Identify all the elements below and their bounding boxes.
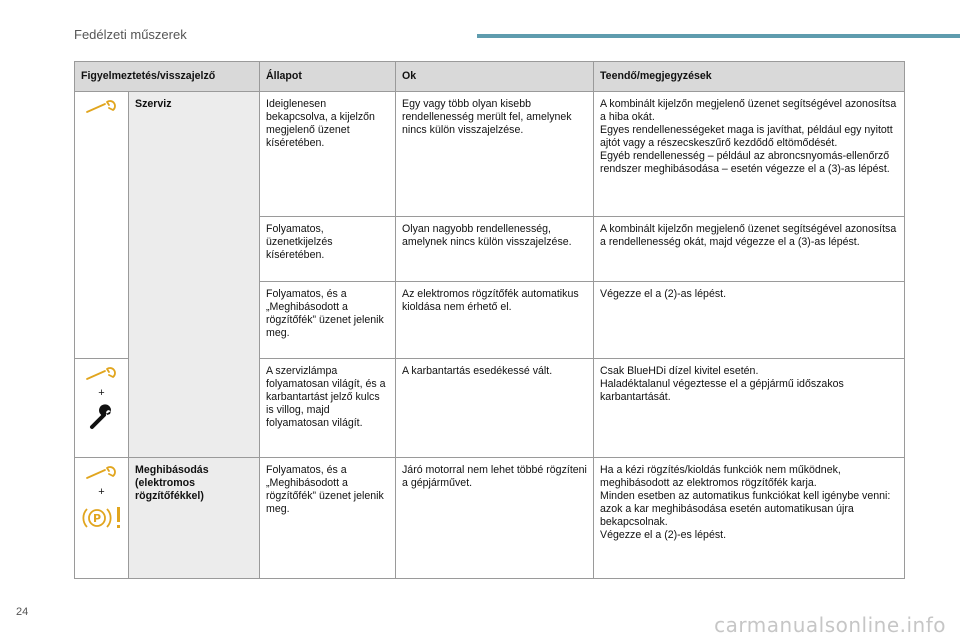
state-cell: A szervizlámpa folyamatosan világít, és a karbantartást jelző kulcs is villog, majd folyamatosan világít.: [260, 359, 396, 458]
warning-lights-table: [74, 61, 905, 579]
header-warning: Figyelmeztetés/visszajelző: [75, 62, 260, 92]
wrench-solid-icon: [89, 404, 115, 430]
plus-sign: +: [98, 387, 105, 399]
table-row: [75, 458, 905, 579]
section-title: Fedélzeti műszerek: [74, 27, 187, 42]
cause-cell: A karbantartás esedékessé vált.: [396, 359, 594, 458]
action-cell: Ha a kézi rögzítés/kioldás funkciók nem működnek, meghibásodott az elektromos rögzítőfék karja. Minden esetben az automatikus funkciókat kell igénybe venni: azok a kar meghibásodása esetén automatikusan újra bekapcsolnak. Végezze el a (2)-es lépést.: [594, 458, 905, 579]
header-state: Állapot: [260, 62, 396, 92]
cause-cell: Egy vagy több olyan kisebb rendellenesség merült fel, amelynek nincs külön visszajelzése.: [396, 92, 594, 217]
table-header-row: [75, 62, 905, 92]
state-cell: Folyamatos, és a „Meghibásodott a rögzítőfék” üzenet jelenik meg.: [260, 282, 396, 359]
action-cell: A kombinált kijelzőn megjelenő üzenet segítségével azonosítsa a hiba okát. Egyes rendellenességeket maga is javíthat, például egy nyitott ajtót vagy a részecskeszűrő kezdődő eltömődését. Egyéb rendellenesség – például az abroncsnyomás-ellenőrző rendszer meghibásodása – esetén végezze el a (3)-as lépést.: [594, 92, 905, 217]
wrench-outline-icon: [85, 464, 119, 482]
watermark: carmanualsonline.info: [714, 613, 946, 637]
wrench-outline-icon: [85, 98, 119, 116]
page-number: 24: [16, 606, 29, 618]
header-action: Teendő/megjegyzések: [594, 62, 905, 92]
warning-name: Szerviz: [129, 92, 260, 458]
header-accent-bar: [477, 34, 960, 38]
wrench-outline-icon: [85, 365, 119, 383]
action-cell: A kombinált kijelzőn megjelenő üzenet segítségével azonosítsa a rendellenesség okát, majd végezze el a (3)-as lépést.: [594, 217, 905, 282]
action-cell: Végezze el a (2)-as lépést.: [594, 282, 905, 359]
parking-brake-warning-icon: [81, 503, 125, 533]
state-cell: Folyamatos, üzenetkijelzés kíséretében.: [260, 217, 396, 282]
svg-text:P: P: [92, 512, 102, 525]
action-cell: Csak BlueHDi dízel kivitel esetén. Haladéktalanul végeztesse el a gépjármű időszakos karbantartását.: [594, 359, 905, 458]
cause-cell: Járó motorral nem lehet többé rögzíteni a gépjárművet.: [396, 458, 594, 579]
state-cell: Folyamatos, és a „Meghibásodott a rögzítőfék” üzenet jelenik meg.: [260, 458, 396, 579]
cause-cell: Az elektromos rögzítőfék automatikus kioldása nem érhető el.: [396, 282, 594, 359]
icon-cell: [75, 92, 129, 359]
plus-sign: +: [98, 486, 105, 498]
warning-name: Meghibásodás (elektromos rögzítőfékkel): [129, 458, 260, 579]
cause-cell: Olyan nagyobb rendellenesség, amelynek nincs külön visszajelzése.: [396, 217, 594, 282]
header-cause: Ok: [396, 62, 594, 92]
icon-cell: [75, 359, 129, 458]
table-row: [75, 92, 905, 217]
state-cell: Ideiglenesen bekapcsolva, a kijelzőn megjelenő üzenet kíséretében.: [260, 92, 396, 217]
icon-cell: [75, 458, 129, 579]
